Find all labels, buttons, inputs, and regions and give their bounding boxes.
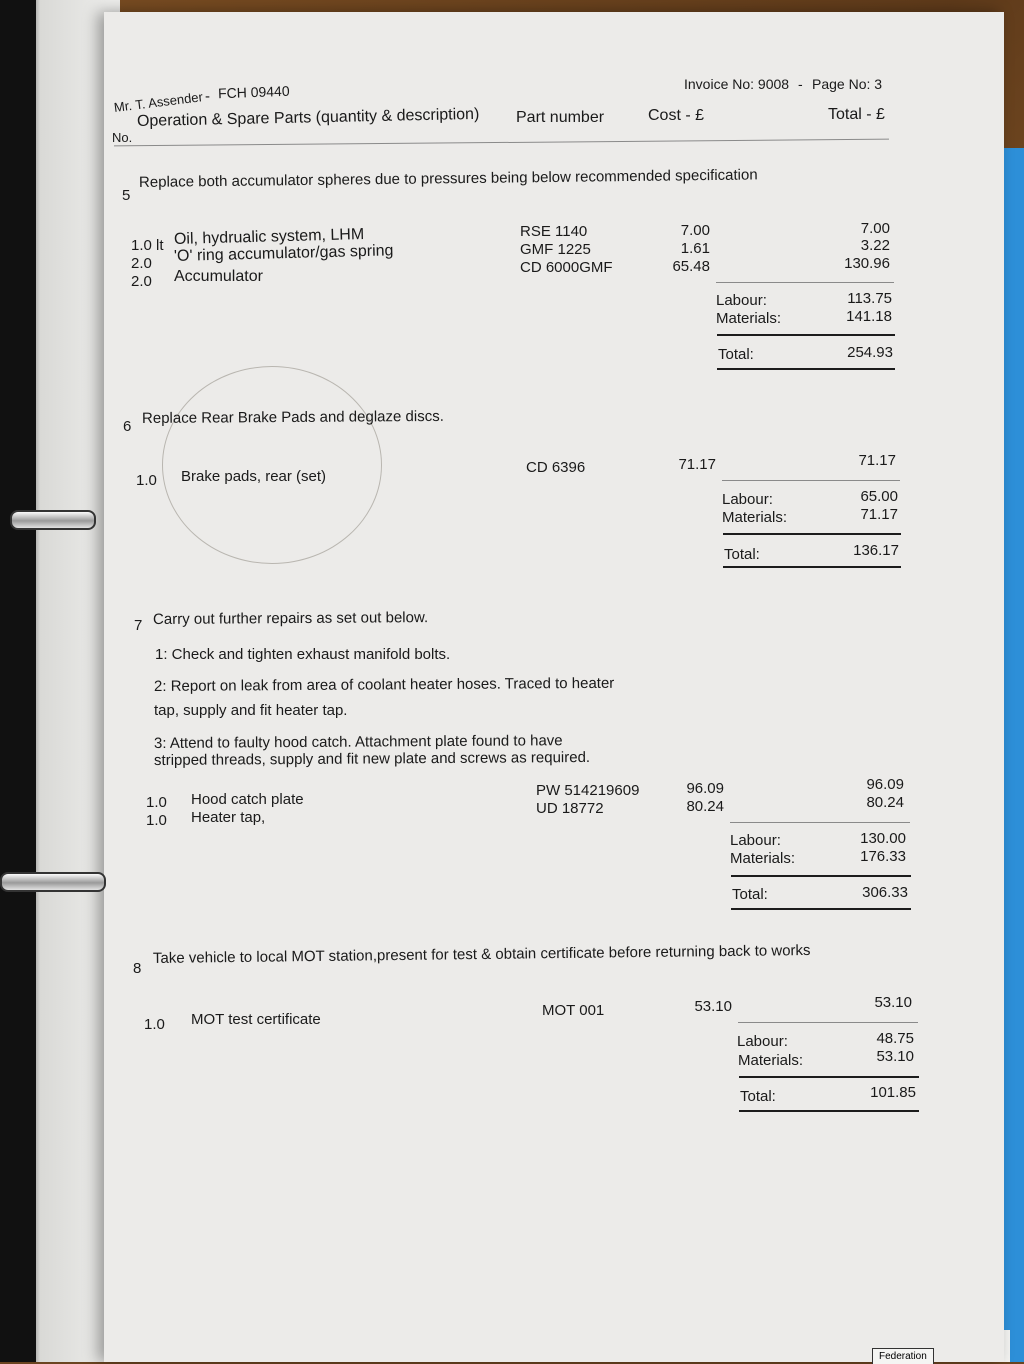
item-cost: 1.61 <box>680 240 710 257</box>
materials-label: Materials: <box>730 850 796 867</box>
total-value: 136.17 <box>853 542 899 559</box>
labour-label: Labour: <box>737 1033 788 1050</box>
item-total: 3.22 <box>860 237 890 254</box>
repair-note: 1: Check and tighten exhaust manifold bolts. <box>155 646 451 663</box>
labour-label: Labour: <box>716 292 767 309</box>
item-total: 71.17 <box>858 452 896 469</box>
total-label: Total: <box>740 1088 776 1105</box>
total-rule-top <box>723 533 901 535</box>
item-part-number: CD 6396 <box>526 459 586 476</box>
item-qty: 1.0 <box>144 1016 165 1033</box>
labour-label: Labour: <box>730 832 781 849</box>
item-total: 130.96 <box>844 255 890 272</box>
total-value: 306.33 <box>862 884 908 901</box>
column-part-number: Part number <box>516 109 605 126</box>
column-operation: Operation & Spare Parts (quantity & description) <box>136 105 480 130</box>
total-value: 101.85 <box>870 1084 916 1101</box>
materials-label: Materials: <box>716 310 782 327</box>
item-part-number: PW 514219609 <box>536 782 640 799</box>
section-title: Take vehicle to local MOT station,present for test & obtain certificate before returning back to works <box>152 941 811 967</box>
subtotal-rule <box>738 1022 918 1023</box>
section-title: Replace Rear Brake Pads and deglaze discs. <box>141 407 444 427</box>
item-qty: 1.0 lt <box>131 237 164 254</box>
total-rule-bottom <box>723 566 901 568</box>
materials-value: 53.10 <box>876 1048 914 1065</box>
column-total: Total - £ <box>828 106 885 123</box>
materials-value: 176.33 <box>860 848 906 865</box>
section-title: Carry out further repairs as set out below. <box>152 609 429 628</box>
labour-value: 48.75 <box>876 1030 914 1047</box>
item-qty: 1.0 <box>146 812 167 829</box>
item-cost: 80.24 <box>686 798 724 815</box>
subtotal-rule <box>730 822 910 823</box>
section-number: 5 <box>122 187 131 204</box>
item-cost: 96.09 <box>686 780 724 797</box>
item-total: 7.00 <box>860 220 890 237</box>
item-description: MOT test certificate <box>191 1011 321 1028</box>
item-description: Oil, hydrualic system, LHM <box>173 226 365 248</box>
pencil-circle-mark <box>162 366 382 564</box>
item-part-number: CD 6000GMF <box>520 259 613 276</box>
item-description: Heater tap, <box>191 809 266 826</box>
item-description: 'O' ring accumulator/gas spring <box>173 242 394 265</box>
materials-value: 71.17 <box>860 506 898 523</box>
item-total: 80.24 <box>866 794 904 811</box>
total-rule-bottom <box>739 1110 919 1112</box>
header-rule <box>114 139 889 147</box>
item-qty: 1.0 <box>136 472 157 489</box>
item-part-number: RSE 1140 <box>520 223 588 240</box>
labour-label: Labour: <box>722 491 773 508</box>
item-part-number: GMF 1225 <box>520 241 591 258</box>
item-total: 96.09 <box>866 776 904 793</box>
labour-value: 65.00 <box>860 488 898 505</box>
federation-badge: Federation <box>872 1348 934 1364</box>
repair-note: stripped threads, supply and fit new plate and screws as required. <box>153 748 591 769</box>
customer-name: Mr. T. Assender <box>113 89 204 115</box>
item-total: 53.10 <box>874 994 912 1011</box>
materials-label: Materials: <box>738 1052 804 1069</box>
item-description: Accumulator <box>174 268 263 285</box>
item-cost: 53.10 <box>694 998 732 1015</box>
vehicle-registration: FCH 09440 <box>217 82 290 102</box>
total-rule-bottom <box>731 908 911 910</box>
item-description: Brake pads, rear (set) <box>181 468 327 485</box>
invoice-page <box>104 12 1004 1362</box>
header-separator: - <box>798 76 803 92</box>
total-label: Total: <box>718 346 754 363</box>
item-qty: 2.0 <box>131 255 152 272</box>
binder-spine-shadow <box>0 0 36 1362</box>
total-rule-top <box>731 875 911 877</box>
section-number: 8 <box>133 960 142 977</box>
item-cost: 71.17 <box>678 456 716 473</box>
total-label: Total: <box>724 546 760 563</box>
labour-value: 130.00 <box>860 830 906 847</box>
subtotal-rule <box>716 282 894 283</box>
labour-value: 113.75 <box>847 290 892 307</box>
total-label: Total: <box>732 886 768 903</box>
materials-label: Materials: <box>722 509 788 526</box>
item-qty: 2.0 <box>131 273 152 290</box>
section-number: 7 <box>134 617 143 634</box>
repair-note: 3: Attend to faulty hood catch. Attachment plate found to have <box>153 732 563 752</box>
total-rule-bottom <box>717 368 895 370</box>
subtotal-rule <box>722 480 900 481</box>
item-description: Hood catch plate <box>191 791 304 808</box>
total-rule-top <box>717 334 895 336</box>
repair-note: 2: Report on leak from area of coolant heater hoses. Traced to heater <box>153 674 615 695</box>
total-rule-top <box>739 1076 919 1078</box>
section-title: Replace both accumulator spheres due to pressures being below recommended specification <box>138 166 758 191</box>
total-value: 254.93 <box>847 344 893 361</box>
item-part-number: MOT 001 <box>542 1002 605 1019</box>
section-number: 6 <box>123 418 132 435</box>
binder-ring-lower <box>0 872 106 892</box>
header-separator: - <box>205 88 210 105</box>
item-qty: 1.0 <box>146 794 167 811</box>
page-number: Page No: 3 <box>812 76 883 92</box>
column-no: No. <box>112 130 133 145</box>
item-cost: 65.48 <box>672 258 710 275</box>
invoice-number: Invoice No: 9008 <box>684 76 790 92</box>
item-cost: 7.00 <box>680 222 710 239</box>
repair-note: tap, supply and fit heater tap. <box>154 702 348 719</box>
materials-value: 141.18 <box>846 308 892 325</box>
column-cost: Cost - £ <box>648 107 705 124</box>
binder-ring-upper <box>10 510 96 530</box>
item-part-number: UD 18772 <box>536 800 604 817</box>
